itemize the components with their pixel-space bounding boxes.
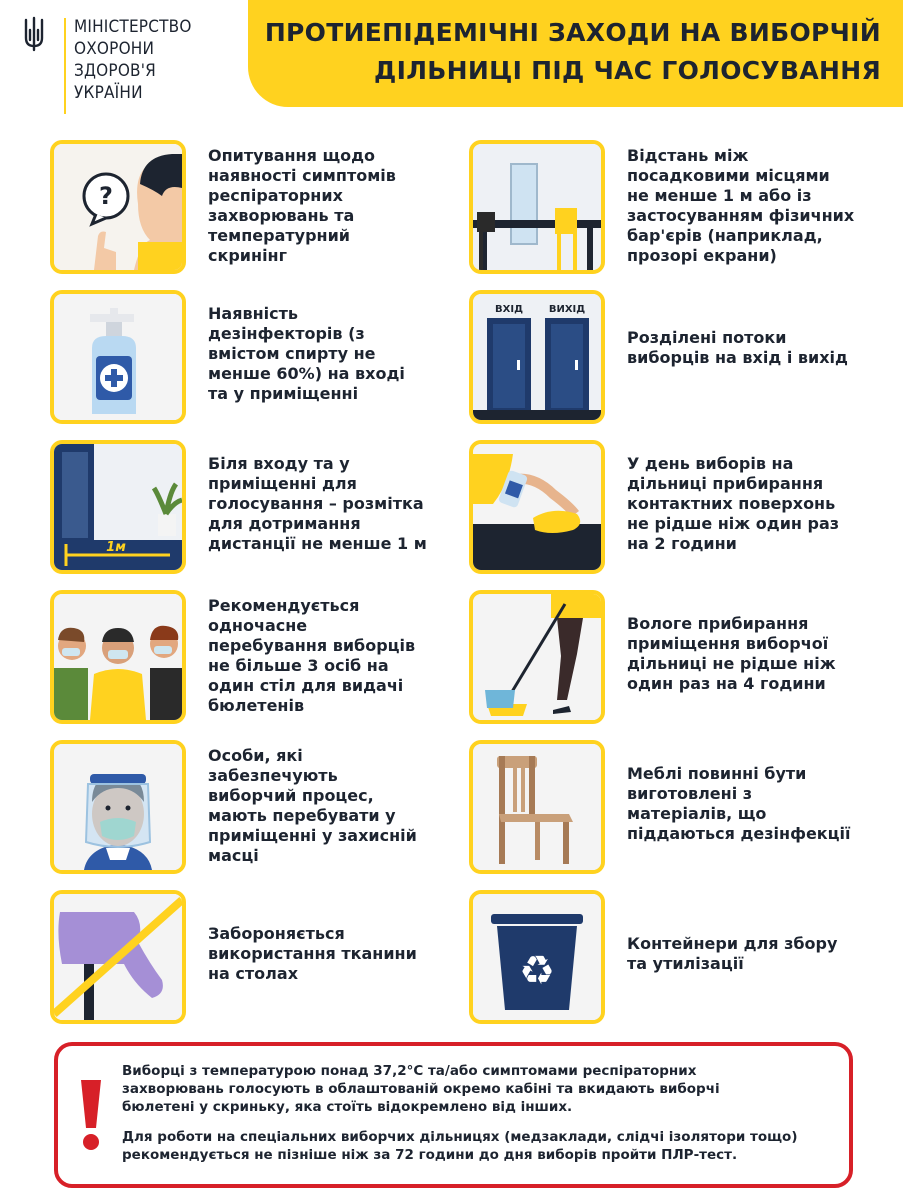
trident-icon <box>22 16 46 52</box>
page-title: ПРОТИЕПІДЕМІЧНІ ЗАХОДИ НА ВИБОРЧІЙ ДІЛЬНИЦІ ПІД ЧАС ГОЛОСУВАННЯ <box>264 18 881 85</box>
measure-text: Опитування щодо наявності симптомів респіраторних захворювань та температурний скринінг <box>208 146 396 265</box>
measure-protective-mask <box>50 740 450 872</box>
measure-text: Контейнери для збору та утилізації <box>627 934 838 973</box>
ministry-logo <box>18 10 218 110</box>
masked-people-icon <box>50 590 186 724</box>
measure-surface-cleaning <box>469 440 869 572</box>
measure-entry-exit <box>469 290 869 422</box>
logo-divider <box>64 18 66 114</box>
warning-box <box>54 1042 853 1188</box>
mopping-icon <box>469 590 605 724</box>
measure-text: У день виборів на дільниці прибирання контактних поверхонь не рідше ніж один раз на 2 години <box>627 454 840 553</box>
entrance-exit-doors-icon <box>469 290 605 424</box>
measure-persons-per-table <box>50 590 450 722</box>
distance-barrier-icon <box>469 140 605 274</box>
measure-symptom-screening <box>50 140 450 272</box>
warning-text: Виборці з температурою понад 37,2°С та/або симптомами респіраторних захворювань голосують в облаштованій окремо кабіні та вкидають виборчі бюлетені у скриньку, яка стоїть відокремлено від інших. Для роботи на спеціальних виборчих дільницях (медзаклади, слідчі ізолятори тощо) рекомендується не пізніше ніж за 72 години до дня виборів пройти ПЛР-тест. <box>122 1063 798 1163</box>
measure-seat-distance <box>469 140 869 272</box>
measure-waste-containers <box>469 890 869 1022</box>
no-cloth-icon <box>50 890 186 1024</box>
sanitizer-bottle-icon <box>50 290 186 424</box>
ministry-name: МІНІСТЕРСТВО ОХОРОНИ ЗДОРОВ'Я УКРАЇНИ <box>74 17 192 103</box>
measure-text: Рекомендується одночасне перебування виборців не більше 3 осіб на один стіл для видачі бюлетенів <box>208 596 416 715</box>
measure-text: Меблі повинні бути виготовлені з матеріалів, що піддаються дезінфекції <box>627 764 851 843</box>
measure-text: Розділені потоки виборців на вхід і вихід <box>627 328 848 367</box>
measure-wet-cleaning <box>469 590 869 722</box>
question-person-icon <box>50 140 186 274</box>
measure-floor-marking <box>50 440 450 572</box>
measure-no-tablecloth <box>50 890 450 1022</box>
distance-label: 1м <box>106 540 126 555</box>
title-banner <box>248 0 903 107</box>
floor-marking-icon <box>50 440 186 574</box>
entrance-label: ВХІД <box>495 304 523 315</box>
exit-label: ВИХІД <box>548 304 586 315</box>
face-shield-icon <box>50 740 186 874</box>
svg-text:♻: ♻ <box>519 948 555 994</box>
wooden-chair-icon <box>469 740 605 874</box>
exclamation-icon <box>76 1078 106 1152</box>
measure-text: Забороняється використання тканини на столах <box>208 924 417 983</box>
measure-furniture <box>469 740 869 872</box>
recycle-bin-icon <box>469 890 605 1024</box>
measure-text: Біля входу та у приміщенні для голосування – розмітка для дотримання дистанції не менше 1 м <box>208 454 427 553</box>
measure-text: Особи, які забезпечують виборчий процес, мають перебувати у приміщенні у захисній масці <box>208 746 417 865</box>
svg-text:?: ? <box>99 182 113 210</box>
surface-cleaning-icon <box>469 440 605 574</box>
measure-text: Відстань між посадковими місцями не менше 1 м або із застосуванням фізичних бар'єрів (наприклад, прозорі екрани) <box>627 146 855 265</box>
measure-disinfectants <box>50 290 450 422</box>
measure-text: Вологе прибирання приміщення виборчої дільниці не рідше ніж один раз на 4 години <box>627 614 836 693</box>
measure-text: Наявність дезінфекторів (з вмістом спирту не менше 60%) на вході та у приміщенні <box>208 304 405 403</box>
